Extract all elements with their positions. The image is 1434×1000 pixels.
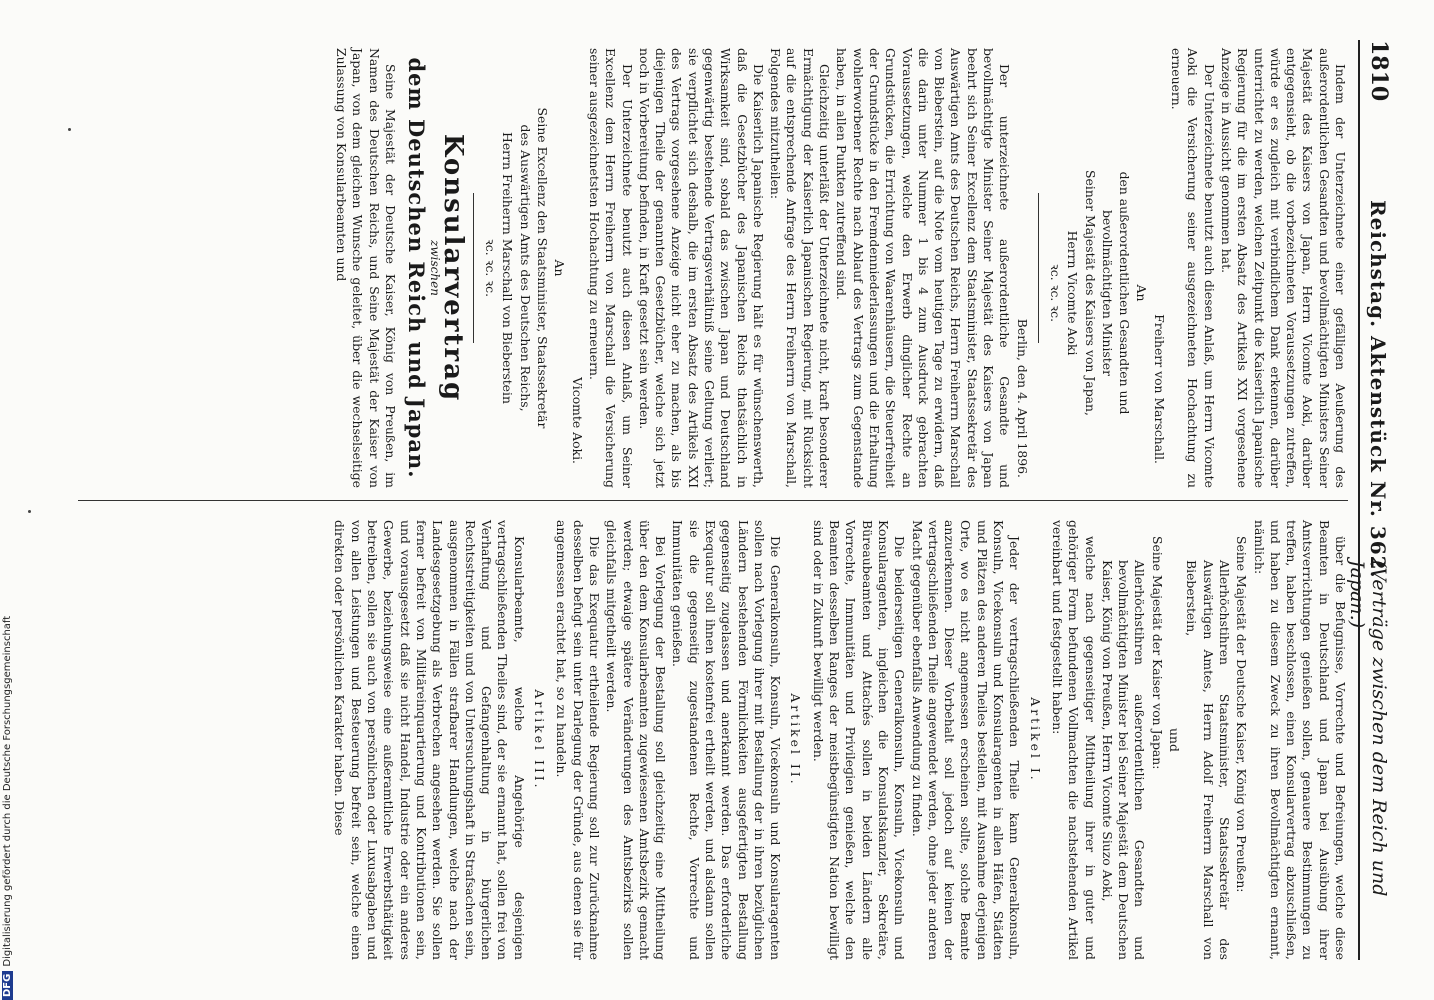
address-line: An <box>552 259 568 277</box>
address-block <box>1047 98 1150 488</box>
scan-speck <box>28 510 31 513</box>
paragraph: Der unterzeichnete außerordentliche Gesandte und bevollmächtigte Minister Seiner Majestät des Kaisers von Japan beehrt sich Seiner Excellenz dem Staatsminister, Staatssekretär des Auswärtigen Amts des Deutschen Reichs, Herrn Freiherrn Marschall von Bieberstein, auf die Note vom heutigen Tage zu erwidern, daß die darin unter Nummer 1 bis 4 zum Ausdruck gebrachten Voraussetzungen, welche den Erwerb dinglicher Rechte an Grundstücken, die Errichtung von Waarenhäusern, die Steuerfreiheit der Grundstücke in den Fremdenniederlassungen und die Erhaltung wohlerworbener Rechte nach Ablauf des Vertrags zum Gegenstande haben, in allen Punkten zutreffend sind. <box>834 48 1013 488</box>
address-line: Seine Excellenz den Staatsminister, Staatssekretär <box>535 107 551 429</box>
address-block <box>482 48 567 488</box>
address-line: Herrn Vicomte Aoki <box>1065 230 1081 356</box>
article-heading: Artikel II. <box>788 693 804 787</box>
column-divider <box>78 500 1348 501</box>
address-line: bevollmächtigten Minister <box>1099 210 1115 376</box>
paragraph: Seine Majestät der Kaiser von Japan: <box>1149 536 1165 770</box>
digitization-credit <box>2 616 13 1000</box>
address-line: ꝛc. ꝛc. ꝛc. <box>483 238 499 298</box>
treaty-between: zwischen <box>427 240 442 296</box>
paragraph: Allerhöchstihren Staatsminister, Staatssekretär des Auswärtigen Amtes, Herrn Adolf Freiherrn Marschall von Bieberstein, <box>1184 560 1232 960</box>
header-subtitle: (Verträge zwischen dem Reich und Japan.) <box>1346 560 1390 897</box>
paragraph: Bei Vorlegung der Bestallung soll gleichzeitig eine Mittheilung über den dem Konsularbeamten zugewiesenen Amtsbezirk gemacht werden; etwaige spätere Veränderungen des Amtsbezirks sollen gleichfalls mitgetheilt werden. <box>604 520 669 960</box>
paragraph: Die beiderseitigen Generalkonsuln, Konsuln, Vicekonsuln und Konsularagenten, ingleichen die Konsulatskanzler, Sekretäre, Büreaubeamten und Attachés sollen in beiden Ländern alle Vorrechte, Immunitäten und Privilegien genießen, welche den Beamten desselben Ranges der meistbegünstigten Nation bewilligt sind oder in Zukunft bewilligt werden. <box>810 520 908 960</box>
paragraph: Die das Exequatur ertheilende Regierung soll zur Zurücknahme desselben befugt sein unter Darlegung der Gründe, aus denen sie für angemessen erachtet hat, so zu handeln. <box>554 520 602 960</box>
address-line: des Auswärtigen Amts des Deutschen Reichs, <box>517 124 533 412</box>
header-rule <box>1358 40 1360 960</box>
paragraph: Die Kaiserlich Japanische Regierung hält es für wünschenswerth, daß die Gesetzbücher des Japanischen Reichs thatsächlich in Wirksamkeit sind, sobald das zwischen Japan und Deutschland gegenwärtig bestehende Vertragsverhältniß seine Geltung verliert; sie verpflichtet sich deshalb, die im ersten Absatz des Artikels XXI des Vertrags vorgesehene Anzeige nicht eher zu machen, als bis diejenigen Theile der genannten Gesetzbücher, welche sich jetzt noch in Vorbereitung befinden, in Kraft gesetzt sein werden. <box>636 48 766 488</box>
running-header <box>1346 40 1394 960</box>
paragraph: Allerhöchstihren außerordentlichen Gesandten und bevollmächtigten Minister bei Seiner Majestät dem Deutschen Kaiser, König von Preußen, Herrn Vicomte Siuzo Aoki, <box>1099 560 1148 960</box>
page-number: 1810 <box>1366 40 1392 102</box>
paragraph: Indem der Unterzeichnete einer gefälligen Aeußerung des außerordentlichen Gesandten und bevollmächtigten Ministers Seiner Majestät des Kaisers von Japan, Herrn Vicomte Aoki, darüber entgegensieht, ob die vorbezeichneten Voraussetzungen zutreffen, würde er es zugleich mit verbindlichem Dank erkennen, darüber unterrichtet zu werden, welchen Zeitpunkt die Kaiserlich Japanische Regierung für die im ersten Absatz des Artikels XXI vorgesehene Anzeige in Aussicht genommen hat. <box>1218 48 1348 488</box>
address-line: An <box>1134 284 1150 302</box>
right-column <box>330 520 1348 960</box>
paragraph: Gleichzeitig unterläßt der Unterzeichnete nicht, kraft besonderer Ermächtigung der Kaiserlich Japanischen Regierung, mit Rücksicht auf die entsprechende Anfrage des Herrn Freiherrn von Marschall, Folgendes mitzutheilen: <box>768 48 833 488</box>
dfg-logo-icon: DFG <box>2 971 13 1000</box>
article-heading: Artikel III. <box>532 689 548 791</box>
left-column <box>332 48 1348 488</box>
address-line: Herrn Freiherrn Marschall von Bieberstein <box>500 132 516 404</box>
paragraph: Die Generalkonsuln, Konsuln, Vicekonsuln und Konsularagenten sollen nach Vorlegung ihrer mit Bestallung der in ihren bezüglichen Ländern bestehenden Förmlichkeiten ausgefertigten Bestallung gegenseitig zugelassen und anerkannt werden. Das erforderliche Exequatur soll ihnen kostenfrei ertheilt werden, und alsdann sollen sie die gegenseitig zugestandenen Rechte, Vorrechte und Immunitäten genießen. <box>670 520 784 960</box>
paragraph: Seine Majestät der Deutsche Kaiser, König von Preußen: <box>1234 536 1250 893</box>
rotated-document-page <box>60 20 1400 980</box>
signature: Freiherr von Marschall. <box>1151 314 1167 464</box>
address-line: den außerordentlichen Gesandten und <box>1117 171 1133 415</box>
paragraph: Seine Majestät der Deutsche Kaiser, König von Preußen, im Namen des Deutschen Reichs, und Seine Majestät der Kaiser von Japan, von dem gleichen Wunsche geleitet, über die wechselseitige Zulassung von Konsularbeamten und <box>334 48 398 488</box>
section-rule <box>1038 193 1039 343</box>
paragraph: Konsularbeamte, welche Angehörige desjenigen vertragschließenden Theiles sind, der sie ernannt hat, sollen frei von Verhaftung und Gefangenhaltung in bürgerlichen Rechtsstreitigkeiten und von Untersuchungshaft in Strafsachen sein, ausgenommen in Fällen strafbarer Handlungen, welche nach der Landesgesetzgebung als Verbrechen angesehen werden. Sie sollen ferner befreit von Militäreinquartierung und Kontributionen sein, und vorausgesetzt daß sie nicht Handel, Industrie oder ein anderes Gewerbe, beziehungsweise eine außeramtliche Erwerbsthätigkeit betreiben, sollen sie auch von persönlichen oder Luxusabgaben und von allen Leistungen und Besteuerung befreit sein, welche einen direkten oder persönlichen Karakter haben. Diese <box>332 520 527 960</box>
paragraph: Der Unterzeichnete benutzt auch diesen Anlaß, um Herrn Vicomte Aoki die Versicherung seiner ausgezeichneten Hochachtung zu erneuern. <box>1169 48 1217 488</box>
paragraph: Jeder der vertragschließenden Theile kann Generalkonsuln, Konsuln, Vicekonsuln und Konsularagenten in allen Häfen, Städten und Plätzen des anderen Theiles bestellen, mit Ausnahme derjenigen Orte, wo es nicht angemessen erscheinen sollte, solche Beamte anzuerkennen. Dieser Vorbehalt soll jedoch auf keinen der vertragschließenden Theile angewendet werden, ohne jeder anderen Macht gegenüber ebenfalls Anwendung zu finden. <box>909 520 1023 960</box>
paragraph: über die Befugnisse, Vorrechte und Befreiungen, welche diese Beamten in Deutschland und Japan bei Ausübung ihrer Amtsverrichtungen genießen sollen, genauere Bestimmungen zu treffen, haben beschlossen, einen Konsularvertrag abzuschließen, und haben zu diesem Zweck zu ihren Bevollmächtigten ernannt, nämlich: <box>1251 520 1348 960</box>
article-heading: Artikel I. <box>1027 697 1043 783</box>
address-line: Seiner Majestät des Kaisers von Japan, <box>1082 170 1098 416</box>
signature: Vicomte Aoki. <box>569 377 585 464</box>
paragraph: welche nach gegenseitiger Mittheilung ihrer in guter und gehöriger Form befundenen Vollmachten die nachstehenden Artikel vereinbart und festgestellt haben: <box>1049 520 1098 960</box>
conjunction: und <box>1167 728 1183 752</box>
credit-text: Digitalisierung gefördert durch die Deutsche Forschungsgemeinschaft <box>2 615 13 967</box>
treaty-title: Konsularvertrag <box>437 133 468 403</box>
date-line: Berlin, den 4. April 1896. <box>1014 318 1030 478</box>
header-title: Reichstag. Aktenstück Nr. 362. <box>1366 200 1390 579</box>
address-line: ꝛc. ꝛc. ꝛc. <box>1047 263 1063 323</box>
section-rule <box>473 193 474 343</box>
paragraph: Der Unterzeichnete benutzt auch diesen Anlaß, um Seiner Excellenz dem Herrn Freiherrn von Marschall die Versicherung seiner ausgezeichnetsten Hochachtung zu erneuern. <box>586 48 635 488</box>
treaty-parties: dem Deutschen Reich und Japan. <box>404 57 430 479</box>
